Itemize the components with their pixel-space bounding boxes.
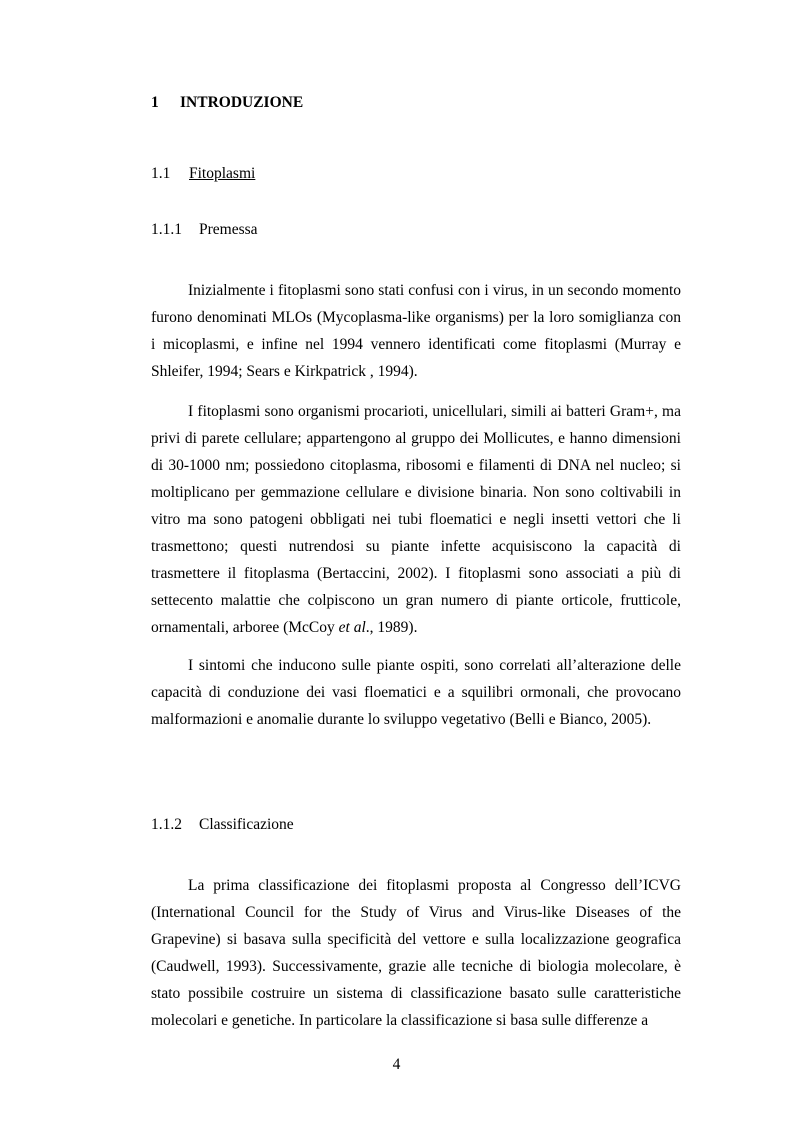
italic-citation: et al (338, 619, 366, 636)
paragraph-premessa-1 (151, 277, 681, 385)
subsection-title: Classificazione (199, 816, 294, 833)
paragraph-text-end: ., 1989). (365, 619, 418, 636)
chapter-heading (151, 94, 303, 112)
subsection-title: Premessa (199, 221, 258, 238)
subsection-heading-classificazione (151, 816, 294, 834)
paragraph-text: I fitoplasmi sono organismi procarioti, unicellulari, simili ai batteri Gram+, ma privi di parete cellulare; appartengono al gruppo dei Mollicutes, e hanno dimensioni di 30-1000 nm; possiedono citoplasma, ribosomi e filamenti di DNA nel nucleo; si moltiplicano per gemmazione cellulare e divisione binaria. Non sono coltivabili in vitro ma sono patogeni obbligati nei tubi floematici e negli insetti vettori che li trasmettono; questi nutrendosi su piante infette acquisiscono la capacità di trasmettere il fitoplasma (Bertaccini, 2002). I fitoplasmi sono associati a più di settecento malattie che colpiscono un gran numero di piante orticole, frutticole, ornamentali, arboree (McCoy (151, 403, 681, 636)
paragraph-text: Inizialmente i fitoplasmi sono stati confusi con i virus, in un secondo momento furono denominati MLOs (Mycoplasma-like organisms) per la loro somiglianza con i micoplasmi, e infine nel 1994 vennero identificati come fitoplasmi (Murray e Shleifer, 1994; Sears e Kirkpatrick , 1994). (151, 282, 681, 380)
paragraph-text: La prima classificazione dei fitoplasmi proposta al Congresso dell’ICVG (International Council for the Study of Virus and Virus-like Diseases of the Grapevine) si basava sulla specificità del vettore e sulla localizzazione geografica (Caudwell, 1993). Successivamente, grazie alle tecniche di biologia molecolare, è stato possibile costruire un sistema di classificazione basato sulle caratteristiche molecolari e genetiche. In particolare la classificazione si basa sulle differenze a (151, 877, 681, 1029)
paragraph-premessa-2 (151, 398, 681, 641)
page-number: 4 (392, 1056, 401, 1073)
section-heading (151, 165, 255, 183)
paragraph-classificazione-1 (151, 872, 681, 1034)
subsection-heading-premessa (151, 221, 258, 239)
subsection-number: 1.1.1 (151, 221, 182, 238)
chapter-number: 1 (151, 94, 159, 111)
chapter-title: INTRODUZIONE (180, 94, 304, 111)
subsection-number: 1.1.2 (151, 816, 182, 833)
section-number: 1.1 (151, 165, 171, 182)
paragraph-text: I sintomi che inducono sulle piante ospiti, sono correlati all’alterazione delle capacità di conduzione dei vasi floematici e a squilibri ormonali, che provocano malformazioni e anomalie durante lo sviluppo vegetativo (Belli e Bianco, 2005). (151, 657, 681, 728)
section-title: Fitoplasmi (189, 165, 256, 182)
paragraph-premessa-3 (151, 652, 681, 733)
